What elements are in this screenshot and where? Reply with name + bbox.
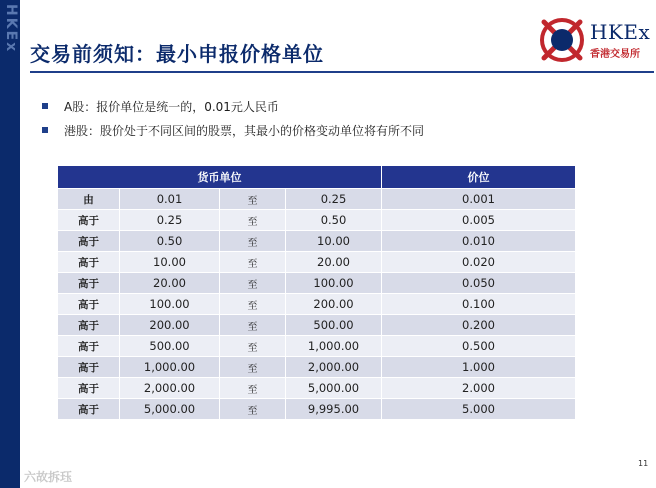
row-from: 100.00: [120, 294, 220, 315]
row-label: 高于: [58, 336, 120, 357]
table-row: [58, 189, 576, 210]
row-separator: 至: [220, 399, 286, 420]
hkex-logo: [538, 10, 651, 76]
row-separator: 至: [220, 252, 286, 273]
row-separator: 至: [220, 210, 286, 231]
side-band: [0, 0, 20, 488]
tick-size-table: [57, 165, 576, 420]
row-separator: 至: [220, 189, 286, 210]
bullet-list: [42, 94, 424, 142]
page-title: 交易前须知：最小申报价格单位: [30, 42, 324, 66]
row-tick: 5.000: [382, 399, 576, 420]
title-divider: [30, 71, 654, 73]
page-number: 11: [638, 459, 649, 468]
row-label: 高于: [58, 315, 120, 336]
row-separator: 至: [220, 315, 286, 336]
row-label: 由: [58, 189, 120, 210]
table-row: [58, 315, 576, 336]
row-tick: 0.050: [382, 273, 576, 294]
table-row: [58, 357, 576, 378]
row-separator: 至: [220, 378, 286, 399]
row-to: 2,000.00: [286, 357, 382, 378]
row-to: 1,000.00: [286, 336, 382, 357]
row-tick: 0.500: [382, 336, 576, 357]
row-from: 200.00: [120, 315, 220, 336]
row-label: 高于: [58, 231, 120, 252]
row-label: 高于: [58, 252, 120, 273]
row-to: 10.00: [286, 231, 382, 252]
row-separator: 至: [220, 231, 286, 252]
row-label: 高于: [58, 357, 120, 378]
header-tick: 价位: [382, 166, 576, 189]
row-to: 9,995.00: [286, 399, 382, 420]
row-from: 20.00: [120, 273, 220, 294]
bullet-square-icon: [42, 127, 48, 133]
row-label: 高于: [58, 210, 120, 231]
row-from: 0.50: [120, 231, 220, 252]
row-from: 10.00: [120, 252, 220, 273]
row-label: 高于: [58, 294, 120, 315]
row-to: 0.50: [286, 210, 382, 231]
row-tick: 0.100: [382, 294, 576, 315]
row-tick: 0.200: [382, 315, 576, 336]
bullet-text-a-share: A股：报价单位是统一的，0.01元人民币: [64, 99, 279, 114]
row-tick: 0.020: [382, 252, 576, 273]
bullet-item: [42, 118, 424, 142]
row-separator: 至: [220, 273, 286, 294]
hkex-logo-icon: [538, 16, 586, 64]
row-separator: 至: [220, 294, 286, 315]
logo-brand-text: HKEx: [590, 20, 651, 44]
row-to: 200.00: [286, 294, 382, 315]
row-tick: 1.000: [382, 357, 576, 378]
row-tick: 0.010: [382, 231, 576, 252]
row-to: 0.25: [286, 189, 382, 210]
header-currency-unit: 货币单位: [58, 166, 382, 189]
table-row: [58, 336, 576, 357]
bullet-item: [42, 94, 424, 118]
side-band-text: HKEx: [3, 4, 19, 54]
table-row: [58, 294, 576, 315]
bullet-text-hk-share: 港股：股价处于不同区间的股票，其最小的价格变动单位将有所不同: [64, 123, 425, 138]
row-label: 高于: [58, 378, 120, 399]
row-separator: 至: [220, 336, 286, 357]
row-to: 20.00: [286, 252, 382, 273]
row-from: 5,000.00: [120, 399, 220, 420]
row-separator: 至: [220, 357, 286, 378]
row-from: 1,000.00: [120, 357, 220, 378]
tick-size-table-body: [58, 189, 576, 420]
row-to: 5,000.00: [286, 378, 382, 399]
logo-brand-cn: 香港交易所: [590, 49, 640, 60]
row-label: 高于: [58, 273, 120, 294]
watermark: 六故拆珏: [24, 470, 73, 484]
row-from: 500.00: [120, 336, 220, 357]
row-from: 0.01: [120, 189, 220, 210]
row-tick: 0.001: [382, 189, 576, 210]
table-row: [58, 231, 576, 252]
row-tick: 2.000: [382, 378, 576, 399]
row-from: 2,000.00: [120, 378, 220, 399]
table-row: [58, 252, 576, 273]
row-to: 500.00: [286, 315, 382, 336]
row-from: 0.25: [120, 210, 220, 231]
row-label: 高于: [58, 399, 120, 420]
table-row: [58, 273, 576, 294]
table-row: [58, 399, 576, 420]
row-to: 100.00: [286, 273, 382, 294]
table-row: [58, 378, 576, 399]
row-tick: 0.005: [382, 210, 576, 231]
table-row: [58, 210, 576, 231]
bullet-square-icon: [42, 103, 48, 109]
